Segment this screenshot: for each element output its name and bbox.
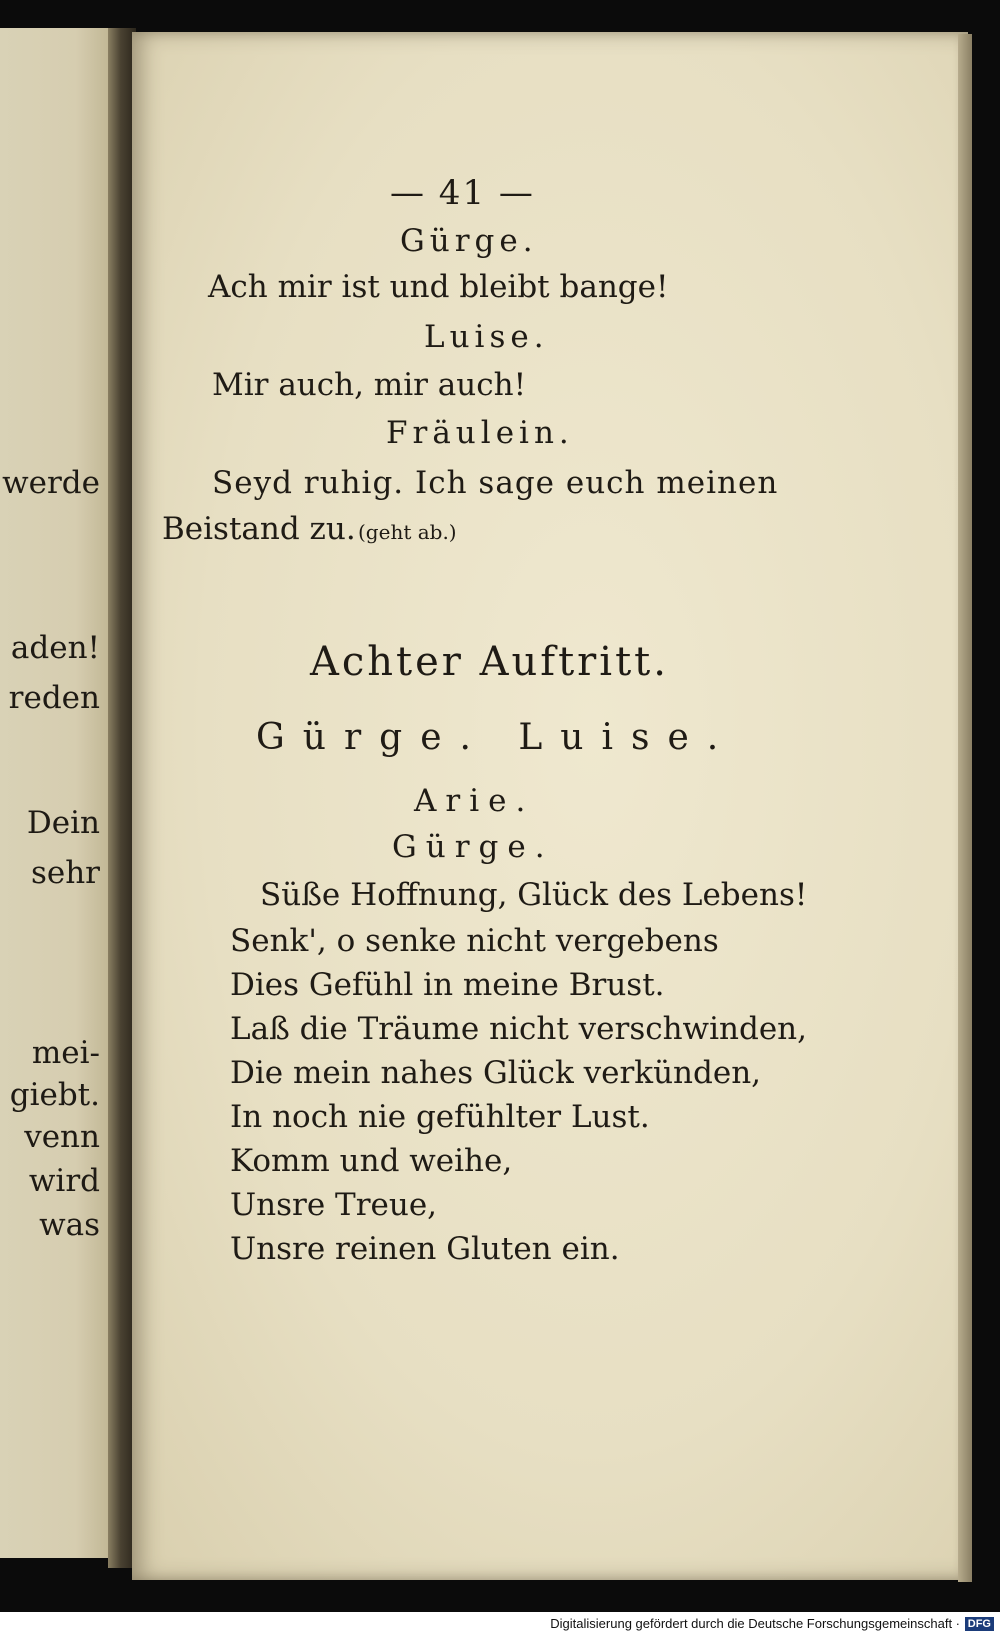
speaker-name: Fräulein. <box>386 415 574 451</box>
verse-line: Dies Gefühl in meine Brust. <box>230 967 665 1003</box>
left-fragment: reden <box>8 680 100 716</box>
speaker-name: Gürge. <box>400 223 538 259</box>
persons-list: Gürge. Luise. <box>256 717 737 758</box>
previous-page <box>0 28 108 1558</box>
left-fragment: venn <box>24 1119 100 1155</box>
left-fragment: wird <box>28 1163 100 1199</box>
dialogue-line: Seyd ruhig. Ich sage euch meinen <box>212 465 779 501</box>
speaker-name: Luise. <box>424 319 549 355</box>
left-fragment: werde <box>2 465 100 501</box>
left-fragment: giebt. <box>9 1077 100 1113</box>
verse-line: Die mein nahes Glück verkünden, <box>230 1055 762 1091</box>
footer-bar <box>0 1612 1000 1634</box>
verse-line: Unsre Treue, <box>230 1187 438 1223</box>
left-fragment: was <box>39 1207 100 1243</box>
verse-line: Laß die Träume nicht verschwinden, <box>230 1011 807 1047</box>
scene-heading: Achter Auftritt. <box>310 639 669 685</box>
page-number: — 41 — <box>390 173 535 213</box>
footer-credit: Digitalisierung gefördert durch die Deutsche Forschungsgemeinschaft · <box>550 1616 960 1631</box>
aria-label: Arie. <box>414 783 535 819</box>
dialogue-line: Mir auch, mir auch! <box>212 367 527 403</box>
book-page <box>132 32 968 1580</box>
verse-line: Komm und weihe, <box>230 1143 513 1179</box>
left-fragment: aden! <box>10 630 100 666</box>
verse-line: In noch nie gefühlter Lust. <box>230 1099 650 1135</box>
left-fragment: mei- <box>31 1035 100 1071</box>
dialogue-line: Beistand zu. <box>162 511 356 547</box>
page-edge <box>958 34 972 1582</box>
dialogue-line: Ach mir ist und bleibt bange! <box>208 269 669 305</box>
aria-speaker: Gürge. <box>392 829 554 865</box>
verse-line: Unsre reinen Gluten ein. <box>230 1231 620 1267</box>
verse-line: Süße Hoffnung, Glück des Lebens! <box>260 877 808 913</box>
stage-direction: (geht ab.) <box>358 520 457 544</box>
left-fragment: sehr <box>30 855 100 891</box>
verse-line: Senk', o senke nicht vergebens <box>230 923 719 959</box>
dfg-logo: DFG <box>965 1617 994 1631</box>
left-fragment: Dein <box>26 805 100 841</box>
